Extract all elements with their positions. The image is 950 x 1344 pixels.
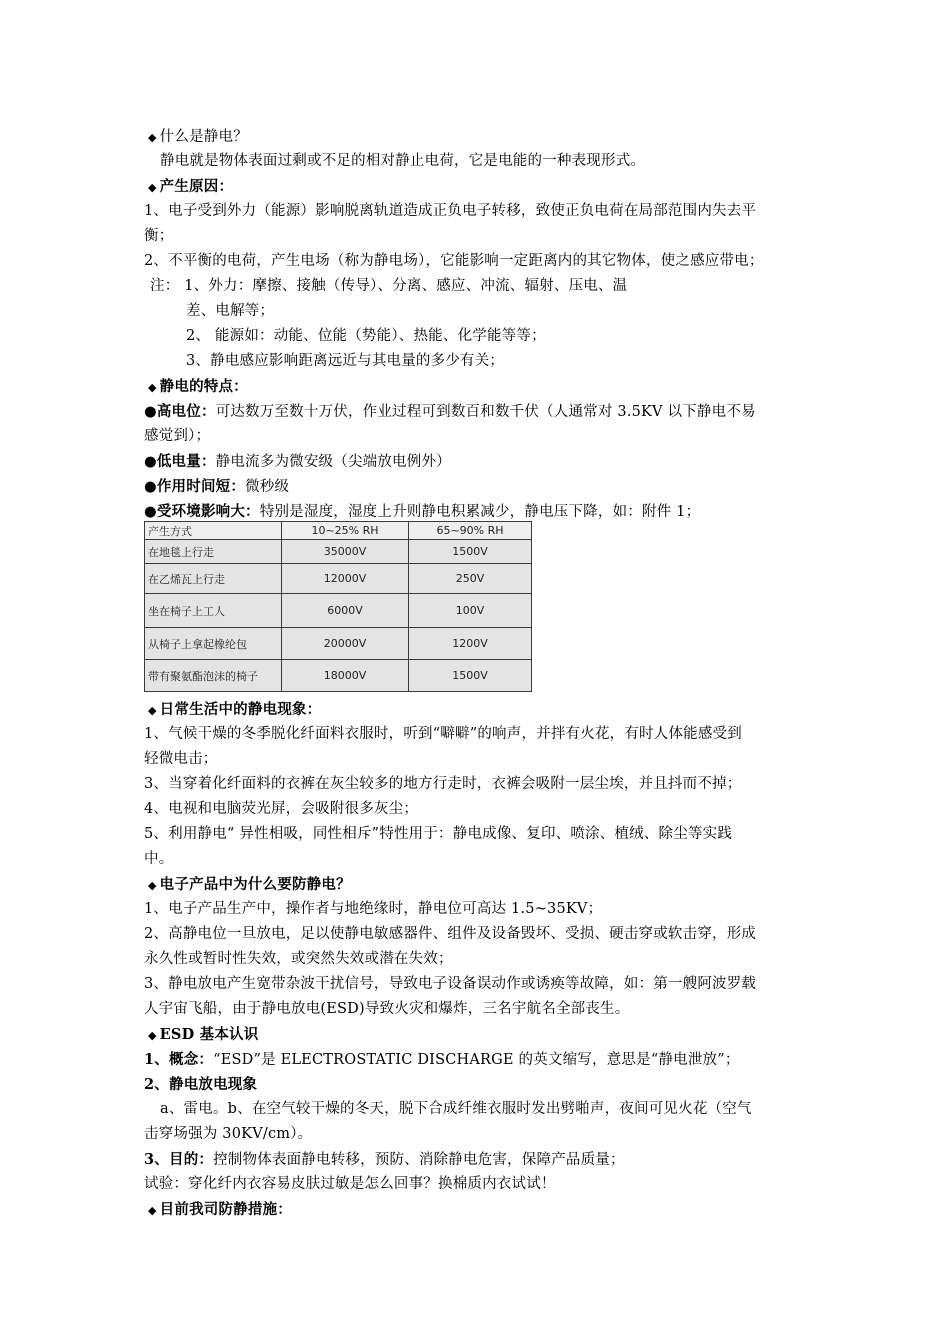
paragraph: [144, 1147, 625, 1173]
paragraph: 中。: [144, 851, 174, 867]
diamond-bullet-icon: ◆: [148, 131, 157, 144]
table-row: [145, 594, 532, 628]
table-cell: 20000V: [282, 628, 409, 660]
table-cell: 6000V: [282, 594, 409, 628]
table-cell: 100V: [409, 594, 532, 628]
note: 注： 1、外力：摩擦、接触（传导）、分离、感应、冲流、辐射、压电、温: [150, 278, 628, 294]
paragraph: [144, 1072, 257, 1098]
table-cell: 坐在椅子上工人: [145, 594, 282, 628]
paragraph: a、雷电。b、在空气较干燥的冬天，脱下合成纤维衣服时发出劈啪声，夜间可见火花（空气: [160, 1101, 752, 1117]
table-cell: 在地毯上行走: [145, 540, 282, 564]
note: 差、电解等；: [186, 303, 275, 319]
paragraph: 试验：穿化纤内衣容易皮肤过敏是怎么回事？换棉质内衣试试！: [144, 1176, 556, 1192]
diamond-bullet-icon: ◆: [148, 879, 157, 892]
table-cell: 在乙烯瓦上行走: [145, 564, 282, 594]
heading-daily-phenomena: [148, 697, 321, 723]
table-header-cell: 65~90% RH: [409, 522, 532, 540]
heading-text: 静电的特点：: [159, 378, 248, 395]
paragraph: 1、电子产品生产中，操作者与地绝缘时，静电位可高达 1.5~35KV；: [144, 901, 603, 917]
table-cell: 从椅子上拿起橡纶包: [145, 628, 282, 660]
heading-why-esd: [148, 872, 351, 898]
table-row: [145, 628, 532, 660]
term-text: 可达数万至数十万伏，作业过程可到数百和数千伏（人通常对 3.5KV 以下静电不易: [215, 404, 756, 420]
table-row: [145, 660, 532, 692]
heading-text: 目前我司防静措施：: [159, 1201, 292, 1218]
paragraph: [144, 474, 289, 500]
paragraph: 5、利用静电“ 异性相吸，同性相斥”特性用于：静电成像、复印、喷涂、植绒、除尘等实践: [144, 826, 733, 842]
table-row: [145, 540, 532, 564]
heading-text: 电子产品中为什么要防静电？: [159, 876, 351, 893]
term-label: ●受环境影响大：: [144, 503, 260, 520]
paragraph: 1、气候干燥的冬季脱化纤面料衣服时，听到“噼噼”的响声，并拌有火花，有时人体能感受到: [144, 726, 742, 742]
term-text: 静电流多为微安级（尖端放电例外）: [215, 454, 451, 470]
heading-characteristics: [148, 374, 248, 400]
table-cell: 带有聚氨酯泡沫的椅子: [145, 660, 282, 692]
paragraph: 静电就是物体表面过剩或不足的相对静止电荷，它是电能的一种表现形式。: [160, 153, 646, 169]
paragraph: 感觉到）；: [144, 428, 211, 444]
note: 2、 能源如：动能、位能（势能）、热能、化学能等等；: [186, 328, 546, 344]
heading-what-is-static: [148, 124, 248, 150]
paragraph: 3、静电放电产生宽带杂波干扰信号，导致电子设备误动作或诱痪等故障，如：第一艘阿波罗载: [144, 976, 757, 992]
diamond-bullet-icon: ◆: [148, 1029, 157, 1042]
heading-text: 日常生活中的静电现象：: [159, 701, 322, 718]
table-cell: 35000V: [282, 540, 409, 564]
table-cell: 12000V: [282, 564, 409, 594]
paragraph: 2、不平衡的电荷，产生电场（称为静电场），它能影响一定距离内的其它物体，使之感应带电；: [144, 253, 764, 269]
table-cell: 250V: [409, 564, 532, 594]
table-cell: 1200V: [409, 628, 532, 660]
heading-current-measures: [148, 1197, 292, 1223]
diamond-bullet-icon: ◆: [148, 1204, 157, 1217]
heading-causes: [148, 174, 233, 200]
heading-text: 什么是静电？: [159, 129, 248, 145]
term-text: 特别是湿度，湿度上升则静电积累减少，静电压下降，如：附件 1；: [259, 504, 701, 520]
paragraph: 衡；: [144, 228, 174, 244]
term-label: ●低电量：: [144, 453, 216, 470]
term-label: 2、静电放电现象: [144, 1076, 258, 1093]
table-cell: 1500V: [409, 660, 532, 692]
term-label: ●高电位：: [144, 403, 216, 420]
table-header-row: [145, 522, 532, 540]
diamond-bullet-icon: ◆: [148, 381, 157, 394]
paragraph: [144, 1047, 740, 1073]
diamond-bullet-icon: ◆: [148, 181, 157, 194]
heading-esd-basics: [148, 1022, 258, 1048]
heading-text: 产生原因：: [159, 178, 234, 195]
diamond-bullet-icon: ◆: [148, 704, 157, 717]
paragraph: [144, 399, 756, 425]
term-label: 3、目的：: [144, 1151, 214, 1168]
paragraph: 2、高静电位一旦放电，足以使静电敏感器件、组件及设备毁坏、受损、硬击穿或软击穿，形成: [144, 926, 757, 942]
table-header-cell: 10~25% RH: [282, 522, 409, 540]
term-label: 1、概念：: [144, 1051, 214, 1068]
term-text: “ESD”是 ELECTROSTATIC DISCHARGE 的英文缩写，意思是“静电泄放”；: [213, 1052, 740, 1068]
paragraph: [144, 449, 451, 475]
paragraph: 轻微电击；: [144, 751, 218, 767]
table-cell: 1500V: [409, 540, 532, 564]
paragraph: 永久性或暂时性失效，或突然失效或潜在失效；: [144, 951, 453, 967]
term-text: 控制物体表面静电转移，预防、消除静电危害，保障产品质量；: [213, 1152, 625, 1168]
paragraph: 1、电子受到外力（能源）影响脱离轨道造成正负电子转移，致使正负电荷在局部范围内失去平: [144, 203, 757, 219]
heading-text: ESD 基本认识: [159, 1026, 259, 1043]
term-text: 微秒级: [245, 479, 290, 495]
note: 3、静电感应影响距离远近与其电量的多少有关；: [186, 353, 505, 369]
table-header-cell: 产生方式: [145, 522, 282, 540]
paragraph: 人宇宙飞船，由于静电放电(ESD)导致火灾和爆炸，三名宇航名全部丧生。: [144, 1001, 630, 1017]
paragraph: 3、当穿着化纤面料的衣裤在灰尘较多的地方行走时，衣裤会吸附一层尘埃，并且抖而不掉；: [144, 776, 742, 792]
humidity-voltage-table: [144, 521, 532, 692]
paragraph: 4、电视和电脑荧光屏，会吸附很多灰尘；: [144, 801, 419, 817]
term-label: ●作用时间短：: [144, 478, 246, 495]
table-cell: 18000V: [282, 660, 409, 692]
table-row: [145, 564, 532, 594]
paragraph: 击穿场强为 30KV/cm）。: [144, 1126, 313, 1142]
